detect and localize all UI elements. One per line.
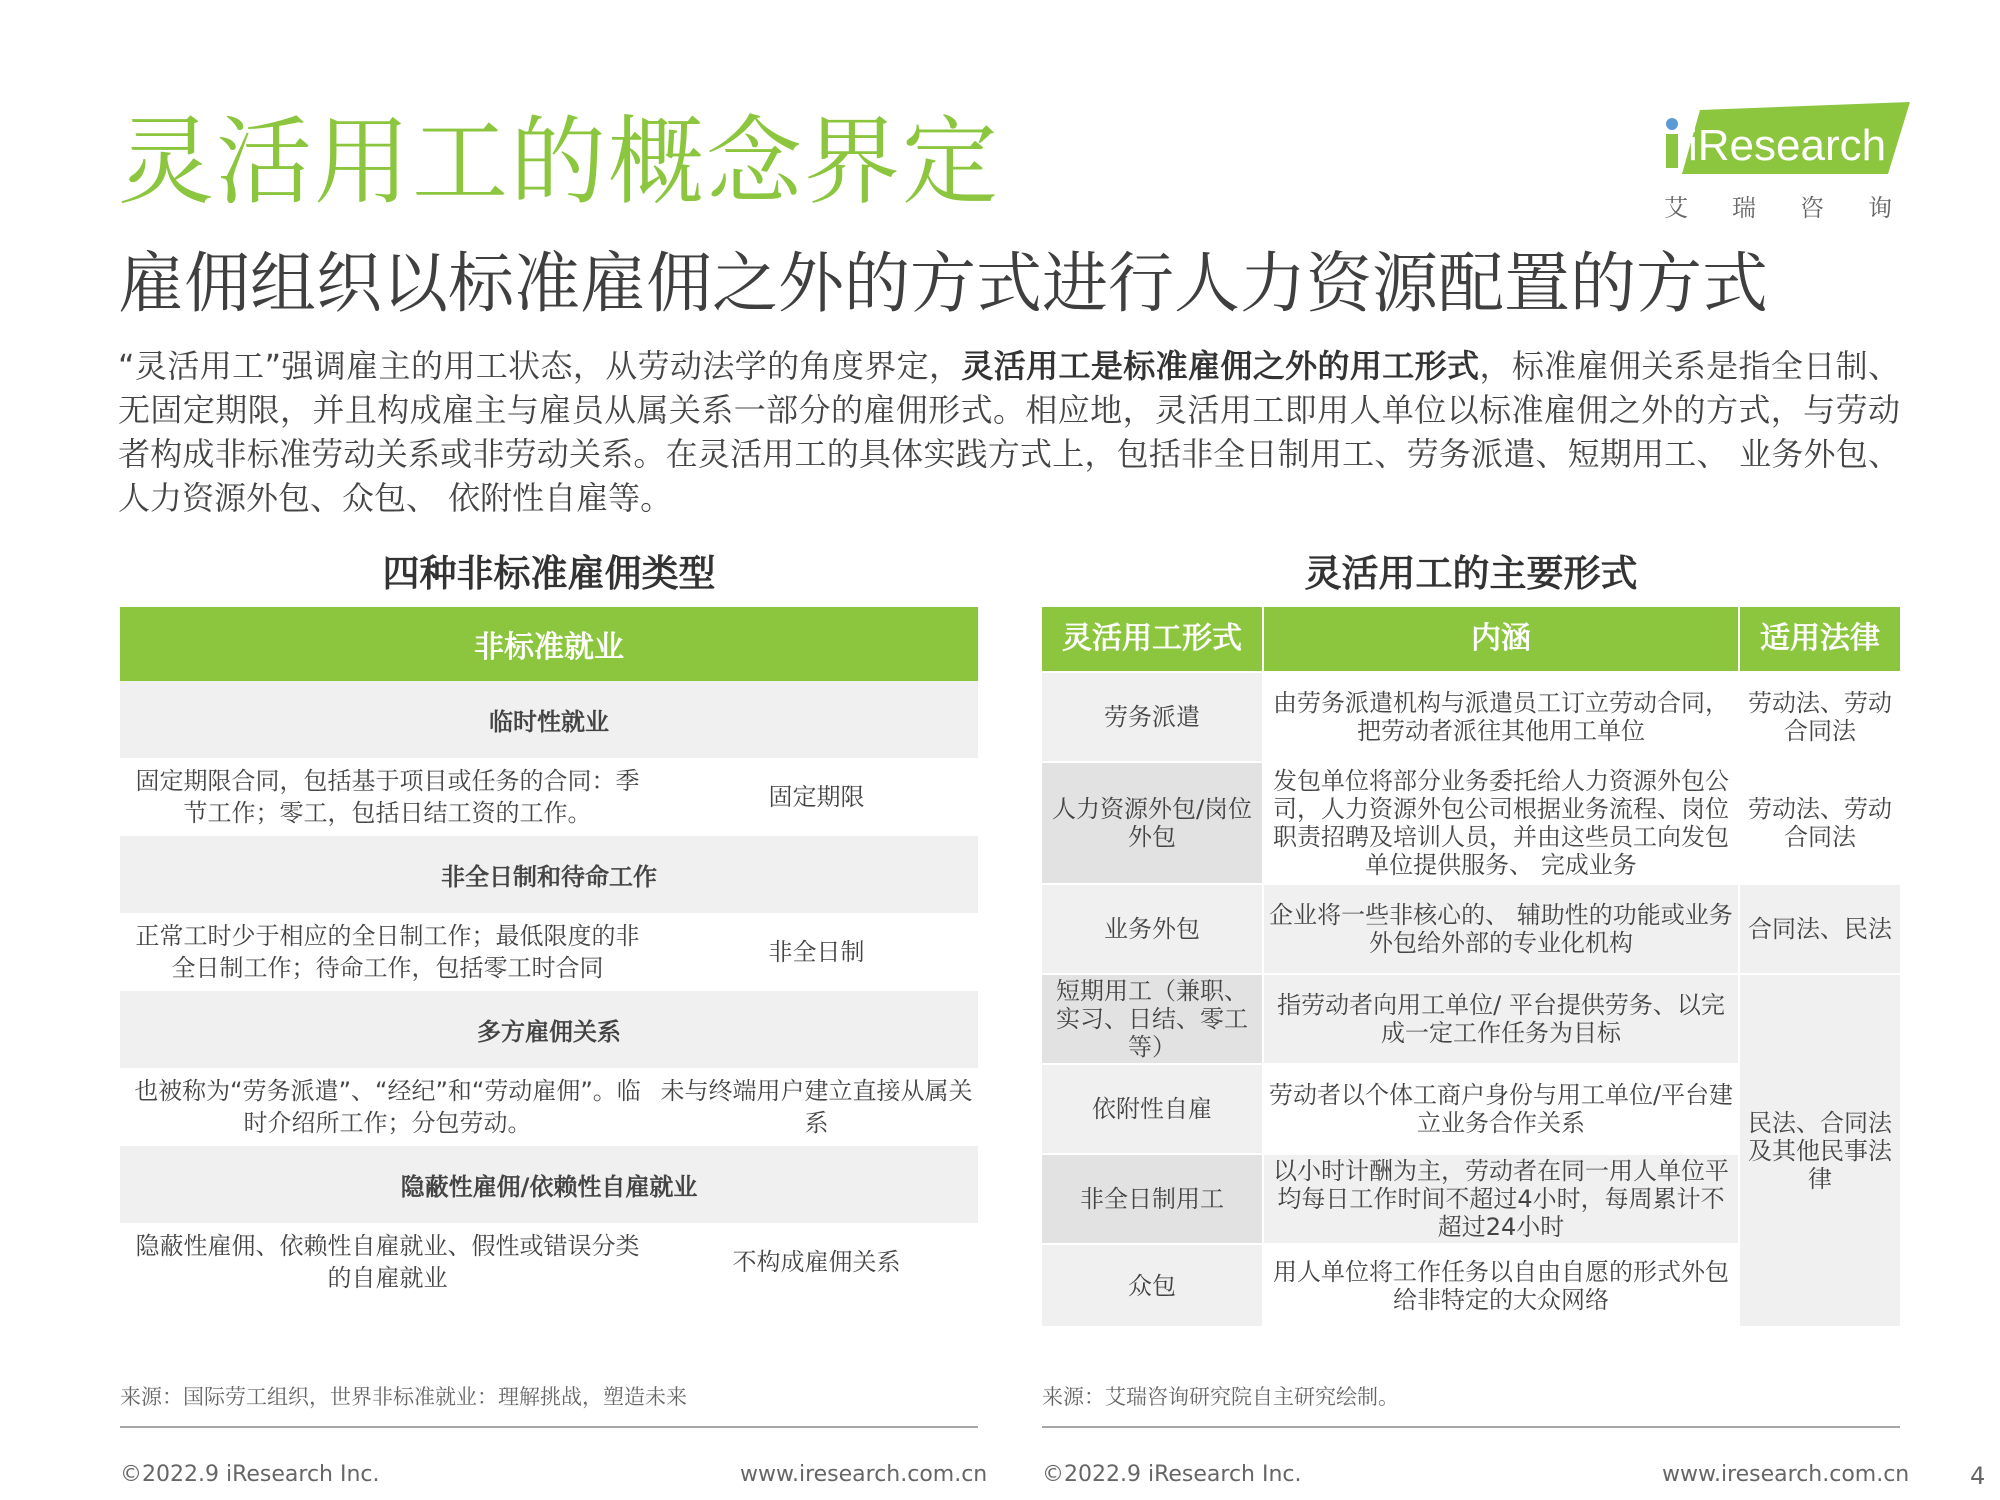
form-cell: 短期用工（兼职、实习、日结、零工等） <box>1042 975 1262 1063</box>
intro-text-2: ，标准雇佣关系是指全日制、无固定期限，并且构成雇主与雇员从属关系一部分的雇佣形式。相应地，灵活用工即用人单位以标准雇佣之外的方式，与劳动者构成非标准劳动关系或非劳动关系。在灵活用工的具体实践方式上，包括非全日制用工、劳务派遣、短期用工、 业务外包、 人力资源外包、众包、 依附性自雇等。 <box>118 347 1900 517</box>
meaning-cell: 由劳务派遣机构与派遣员工订立劳动合同，把劳动者派往其他用工单位 <box>1264 673 1738 761</box>
table-row <box>120 913 978 991</box>
employment-description: 隐蔽性雇佣、依赖性自雇就业、假性或错误分类的自雇就业 <box>135 1232 640 1292</box>
law-cell: 劳动法、劳动合同法 <box>1740 673 1900 761</box>
form-cell: 业务外包 <box>1042 885 1262 973</box>
category-row: 多方雇佣关系 <box>120 991 978 1068</box>
employment-type: 未与终端用户建立直接从属关系 <box>660 1077 973 1137</box>
form-cell: 非全日制用工 <box>1042 1155 1262 1243</box>
employment-type: 固定期限 <box>768 783 865 811</box>
meaning-cell: 发包单位将部分业务委托给人力资源外包公司，人力资源外包公司根据业务流程、岗位职责招聘及培训人员，并由这些员工向发包单位提供服务、 完成业务 <box>1264 763 1738 883</box>
left-section-title: 四种非标准雇佣类型 <box>382 552 716 595</box>
table-row <box>120 758 978 836</box>
page-subtitle: 雇佣组织以标准雇佣之外的方式进行人力资源配置的方式 <box>118 245 1768 322</box>
table-header: 非标准就业 <box>120 607 978 681</box>
intro-paragraph <box>118 344 1900 520</box>
category-row: 临时性就业 <box>120 681 978 758</box>
footer-website-link[interactable]: www.iresearch.com.cn <box>740 1462 988 1487</box>
table-row <box>120 1068 978 1146</box>
non-standard-employment-table <box>120 607 978 1301</box>
form-cell: 依附性自雇 <box>1042 1065 1262 1153</box>
law-cell-merged: 民法、合同法及其他民事法律 <box>1740 975 1900 1326</box>
employment-type: 非全日制 <box>768 938 865 966</box>
left-source-note: 来源：国际劳工组织，世界非标准就业：理解挑战，塑造未来 <box>120 1385 687 1409</box>
column-header-meaning: 内涵 <box>1264 607 1738 671</box>
employment-description: 正常工时少于相应的全日制工作；最低限度的非全日制工作；待命工作，包括零工时合同 <box>135 922 640 982</box>
meaning-cell: 用人单位将工作任务以自由自愿的形式外包给非特定的大众网络 <box>1264 1245 1738 1326</box>
form-cell: 众包 <box>1042 1245 1262 1326</box>
category-row: 非全日制和待命工作 <box>120 836 978 913</box>
footer-copyright: ©2022.9 iResearch Inc. <box>120 1462 380 1487</box>
employment-type: 不构成雇佣关系 <box>732 1248 901 1276</box>
meaning-cell: 以小时计酬为主，劳动者在同一用人单位平均每日工作时间不超过4小时，每周累计不超过24小时 <box>1264 1155 1738 1243</box>
footer-copyright: ©2022.9 iResearch Inc. <box>1042 1462 1302 1487</box>
form-cell: 劳务派遣 <box>1042 673 1262 761</box>
right-source-note: 来源：艾瑞咨询研究院自主研究绘制。 <box>1042 1385 1399 1409</box>
flexible-employment-forms-table <box>1042 607 1900 1326</box>
employment-description: 也被称为“劳务派遣”、“经纪”和“劳动雇佣”。临时介绍所工作；分包劳动。 <box>134 1077 641 1137</box>
meaning-cell: 企业将一些非核心的、 辅助性的功能或业务外包给外部的专业化机构 <box>1264 885 1738 973</box>
law-cell: 合同法、民法 <box>1740 885 1900 973</box>
law-cell: 劳动法、劳动合同法 <box>1740 763 1900 883</box>
form-cell: 人力资源外包/岗位外包 <box>1042 763 1262 883</box>
meaning-cell: 劳动者以个体工商户身份与用工单位/平台建立业务合作关系 <box>1264 1065 1738 1153</box>
column-header-law: 适用法律 <box>1740 607 1900 671</box>
footer-website-link[interactable]: www.iresearch.com.cn <box>1662 1462 1910 1487</box>
employment-description: 固定期限合同，包括基于项目或任务的合同：季节工作；零工，包括日结工资的工作。 <box>135 767 640 827</box>
meaning-cell: 指劳动者向用工单位/ 平台提供劳务、以完成一定工作任务为目标 <box>1264 975 1738 1063</box>
logo-chinese-name: 艾瑞咨询 <box>1664 194 1936 222</box>
right-section-title: 灵活用工的主要形式 <box>1304 552 1638 595</box>
intro-text-1: “灵活用工”强调雇主的用工状态，从劳动法学的角度界定， <box>118 347 962 385</box>
divider <box>1042 1426 1900 1428</box>
page-title: 灵活用工的概念界定 <box>118 106 1000 218</box>
table-row <box>120 1223 978 1301</box>
iresearch-logo <box>1660 102 1910 174</box>
page-number: 4 <box>1970 1462 1986 1490</box>
logo-text: iResearch <box>1688 121 1887 170</box>
category-row: 隐蔽性雇佣/依赖性自雇就业 <box>120 1146 978 1223</box>
column-header-form: 灵活用工形式 <box>1042 607 1262 671</box>
intro-bold-text: 灵活用工是标准雇佣之外的用工形式 <box>961 347 1480 385</box>
divider <box>120 1426 978 1428</box>
